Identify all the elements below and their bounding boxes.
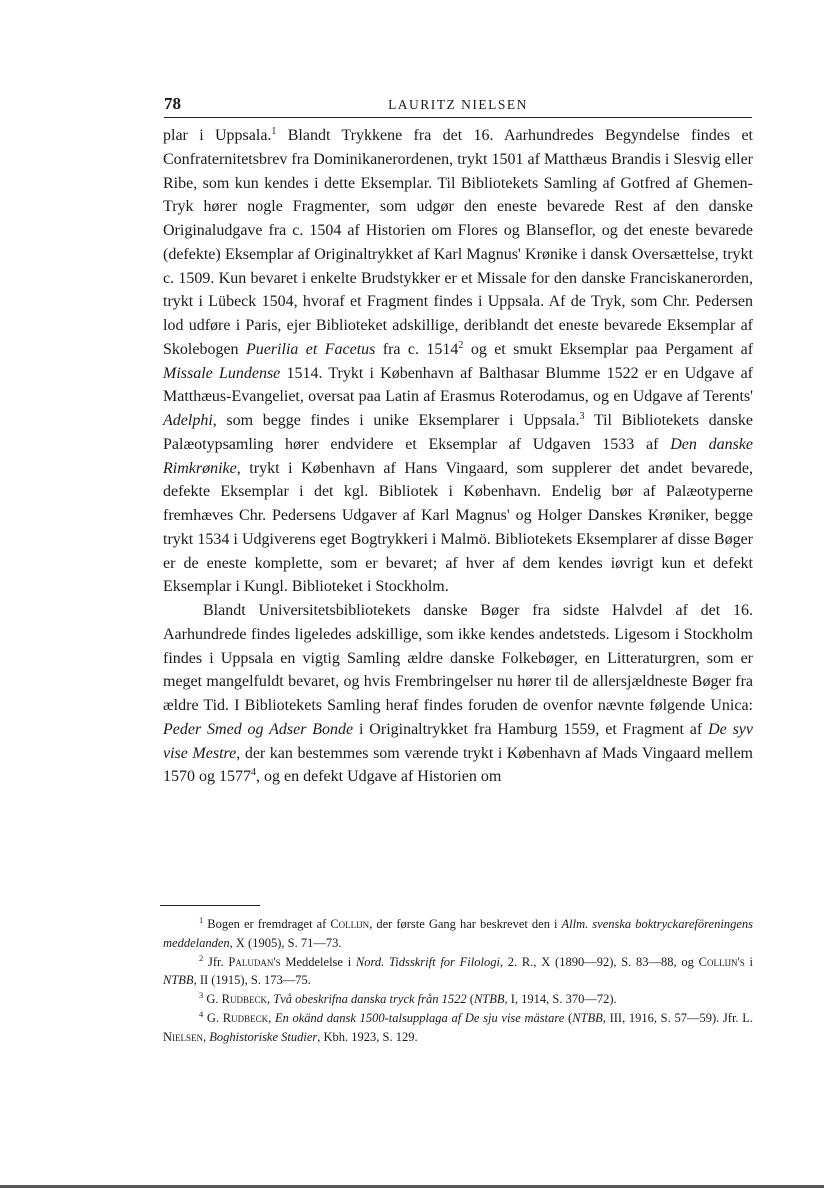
text-run: Blandt Trykkene fra det 16. Aarhundredes Begyndelse findes et Confraternitetsbrev fra Dominikanerordenen, trykt 1501 af Matthæus Brandis i Slesvig eller Ribe, som kun kendes i dette Eksemplar. Til Bibliotekets Samling af Gotfred af Ghemen-Tryk hører nogle Fragmenter, som udgør den eneste bevarede Rest af den danske Originaludgave fra c. 1504 af Historien om Flores og Blanseflor, og det eneste bevarede (defekte) Eksemplar af Originaltrykket af Karl Magnus' Krønike i dansk Oversættelse, trykt c. 1509. Kun bevaret i enkelte Brudstykker er et Missale for den danske Franciskanerorden, trykt i Lübeck 1504, hvoraf et Fragment findes i Uppsala. Af de Tryk, som Chr. Pedersen lod udføre i Paris, ejer Biblioteket adskillige, deriblandt det eneste bevarede Eksemplar af Skolebogen — [163, 127, 754, 358]
text-run: i Originaltrykket fra Hamburg 1559, et Fragment af — [353, 720, 709, 738]
publication-title: Två obeskrifna danska tryck från 1522 — [273, 992, 467, 1007]
text-run: , der kan bestemmes som værende trykt i København af Mads Vingaard mellem 1570 og 1577 — [163, 744, 753, 786]
footnote-ref-2: 2 — [458, 339, 464, 351]
publication-title: Allm. svenska boktryckareföreningens meddelanden — [163, 917, 753, 950]
footnote-2 — [163, 953, 753, 991]
text-run: , I, 1914, S. 370—72). — [504, 992, 617, 1007]
footnote-number: 3 — [199, 990, 204, 1001]
text-run: , III, 1916, S. 57—59). Jfr. L. — [602, 1010, 753, 1025]
footnote-3 — [163, 990, 753, 1009]
text-run: G. — [203, 992, 222, 1007]
footnote-number: 4 — [199, 1008, 204, 1019]
text-run: Jfr. — [203, 954, 229, 969]
footnote-number: 2 — [199, 952, 204, 963]
text-run: Meddelelse i — [280, 954, 356, 969]
text-run: Blandt Universitetsbibliotekets danske Bøger fra sidste Halvdel af det 16. Aarhundrede findes ligeledes adskillige, som ikke kendes andetsteds. Ligesom i Stockholm findes i Uppsala en vigtig Samling ældre danske Folkebøger, en Litteraturgren, som er meget mangelfuldt bevaret, og hvis Frembringelser nu hører til de allersjældneste Bøger fra ældre Tid. I Bibliotekets Samling heraf findes foruden de ovenfor nævnte følgende Unica: — [163, 602, 753, 714]
footnote-separator — [160, 905, 260, 906]
text-run: 1514. Trykt i København af Balthasar Blumme 1522 er en Udgave af Matthæus-Evangeliet, oversat paa Latin af Erasmus Roterodamus, og en Udgave af Terents' — [163, 364, 753, 406]
text-run: , — [268, 1010, 275, 1025]
text-run: og et smukt Eksemplar paa Pergament af — [463, 340, 754, 358]
publication-title: NTBB — [572, 1010, 603, 1025]
footnote-1 — [163, 915, 753, 953]
book-title: Puerilia et Facetus — [245, 340, 376, 358]
text-run: , — [203, 1029, 210, 1044]
publication-title: Boghistoriske Studier — [209, 1029, 318, 1044]
author-name: Rudbeck — [222, 1010, 269, 1025]
text-run: , der første Gang har beskrevet den i — [369, 917, 562, 931]
header-rule — [164, 117, 752, 118]
book-title: De syv vise Mestre — [163, 720, 754, 762]
text-run: Til Bibliotekets danske Palæotypsamling hører endvidere et Eksemplar af Udgaven 1533 af — [163, 412, 753, 453]
publication-title: NTBB — [163, 973, 194, 988]
book-title: Adelphi — [163, 412, 213, 429]
text-run: , — [267, 992, 274, 1007]
page-number: 78 — [164, 94, 181, 113]
paragraph-1 — [163, 124, 753, 599]
page-header — [164, 94, 752, 116]
book-title: Missale Lundense — [163, 364, 281, 382]
text-run: , som begge findes i unike Eksemplarer i Uppsala. — [212, 412, 580, 429]
text-run: , Kbh. 1923, S. 129. — [317, 1029, 418, 1044]
footnotes — [163, 915, 753, 1047]
text-run: , trykt i København af Hans Vingaard, som supplerer det andet bevarede, defekte Eksemplar i det kgl. Bibliotek i København. Endelig bør af Palæotyperne fremhæves Chr. Pedersens Udgaver af Karl Magnus' og Holger Danskes Krøniker, begge trykt 1534 i Udgiverens eget Bogtrykkeri i Malmö. Bibliotekets Eksemplarer af disse Bøger er de eneste komplette, som er bevaret; af hver af dem kendes iøvrigt kun et defekt Eksemplar i Kungl. Biblioteket i Stockholm. — [163, 459, 753, 596]
text-run: ( — [564, 1010, 573, 1025]
footnote-4 — [163, 1009, 753, 1047]
publication-title: NTBB — [473, 992, 505, 1007]
text-run: plar i Uppsala. — [163, 127, 272, 144]
author-name: Collijn — [330, 917, 370, 931]
author-name: Rudbeck — [221, 992, 267, 1007]
text-run: ( — [466, 992, 474, 1007]
publication-title: Nord. Tidsskrift for Filologi — [355, 954, 500, 969]
author-name: Nielsen — [163, 1029, 204, 1044]
text-run: fra c. 1514 — [375, 340, 459, 358]
text-run: , og en defekt Udgave af Historien om — [256, 768, 502, 786]
book-title: Peder Smed og Adser Bonde — [163, 720, 354, 738]
footnote-number: 1 — [199, 915, 204, 925]
text-run: Bogen er fremdraget af — [203, 917, 331, 931]
author-name: Collijn's — [698, 954, 745, 969]
text-run: i — [744, 954, 753, 969]
text-run: G. — [203, 1010, 223, 1025]
body-text — [163, 124, 753, 789]
footnote-ref-1: 1 — [271, 126, 277, 137]
running-head: LAURITZ NIELSEN — [388, 97, 528, 112]
scan-edge-line — [0, 1185, 824, 1188]
text-run: , II (1915), S. 173—75. — [193, 973, 311, 988]
footnote-ref-4: 4 — [251, 767, 256, 779]
footnote-ref-3: 3 — [579, 411, 585, 422]
paragraph-2 — [163, 599, 753, 789]
book-title: Den danske Rimkrønike — [163, 435, 753, 477]
text-run: , 2. R., X (1890—92), S. 83—88, og — [499, 954, 699, 969]
publication-title: En okänd dansk 1500-talsupplaga af De sju vise mästare — [274, 1010, 565, 1025]
author-name: Paludan's — [228, 954, 281, 969]
text-run: , X (1905), S. 71—73. — [229, 935, 342, 950]
